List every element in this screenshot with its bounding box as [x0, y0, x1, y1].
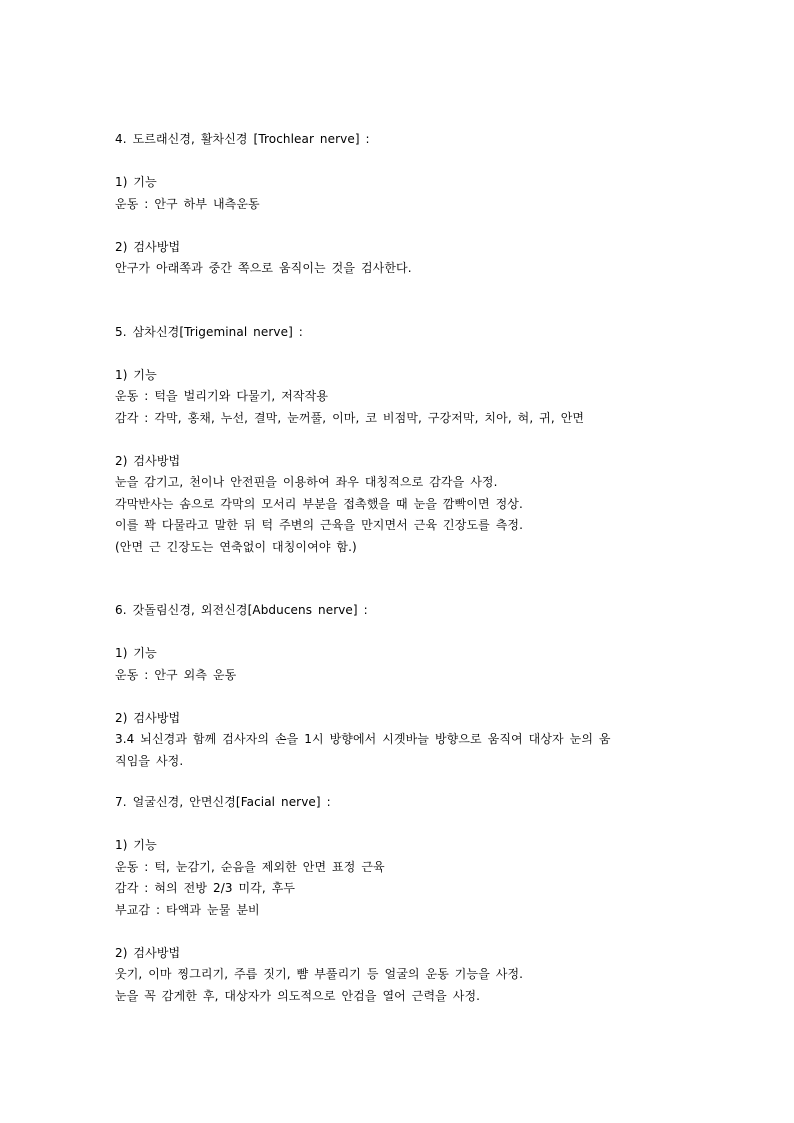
test-line: 3.4 뇌신경과 함께 검사자의 손을 1시 방향에서 시곗바늘 방향으로 움직여 대상자 눈의 움 [115, 732, 611, 746]
section-heading: 6. 갓돌림신경, 외전신경[Abducens nerve] : [115, 603, 368, 617]
test-line: (안면 근 긴장도는 연축없이 대칭이여야 함.) [115, 539, 357, 554]
function-line: 운동 : 안구 외측 운동 [115, 667, 237, 682]
test-line: 눈을 꼭 감게한 후, 대상자가 의도적으로 안검을 열어 근력을 사정. [115, 988, 481, 1003]
test-line: 직임을 사정. [115, 753, 184, 768]
section-abducens-nerve [115, 600, 685, 772]
test-heading: 2) 검사방법 [115, 945, 181, 960]
section-trochlear-nerve [115, 129, 685, 280]
section-facial-nerve [115, 792, 685, 1007]
function-line: 감각 : 각막, 홍채, 누선, 결막, 눈꺼풀, 이마, 코 비점막, 구강저막, 치아, 혀, 귀, 안면 [115, 410, 585, 425]
function-heading: 1) 기능 [115, 367, 157, 382]
section-heading: 7. 얼굴신경, 안면신경[Facial nerve] : [115, 795, 331, 809]
section-heading: 4. 도르래신경, 활차신경 [Trochlear nerve] : [115, 132, 370, 146]
function-heading: 1) 기능 [115, 838, 157, 852]
function-line: 운동 : 안구 하부 내측운동 [115, 196, 260, 211]
test-line: 이를 꽉 다물라고 말한 뒤 턱 주변의 근육을 만지면서 근육 긴장도를 측정. [115, 518, 524, 532]
section-heading: 5. 삼차신경[Trigeminal nerve] : [115, 324, 303, 339]
test-line: 웃기, 이마 찡그리기, 주름 짓기, 뺨 부풀리기 등 얼굴의 운동 기능을 사정. [115, 967, 524, 981]
test-line: 안구가 아래쪽과 중간 쪽으로 움직이는 것을 검사한다. [115, 261, 412, 275]
function-line: 운동 : 턱, 눈감기, 순음을 제외한 안면 표정 근육 [115, 859, 385, 874]
test-heading: 2) 검사방법 [115, 710, 181, 725]
function-line: 감각 : 혀의 전방 2/3 미각, 후두 [115, 881, 296, 895]
section-trigeminal-nerve [115, 322, 685, 559]
function-line: 운동 : 턱을 벌리기와 다물기, 저작작용 [115, 389, 329, 403]
test-heading: 2) 검사방법 [115, 239, 181, 254]
function-heading: 1) 기능 [115, 175, 157, 189]
test-line: 각막반사는 솜으로 각막의 모서리 부분을 접촉했을 때 눈을 깜빡이면 정상. [115, 496, 523, 511]
function-heading: 1) 기능 [115, 646, 157, 660]
test-heading: 2) 검사방법 [115, 453, 181, 468]
document-body [115, 129, 685, 1007]
function-line: 부교감 : 타액과 눈물 분비 [115, 902, 260, 917]
test-line: 눈을 감기고, 천이나 안전핀을 이용하여 좌우 대칭적으로 감각을 사정. [115, 475, 498, 489]
